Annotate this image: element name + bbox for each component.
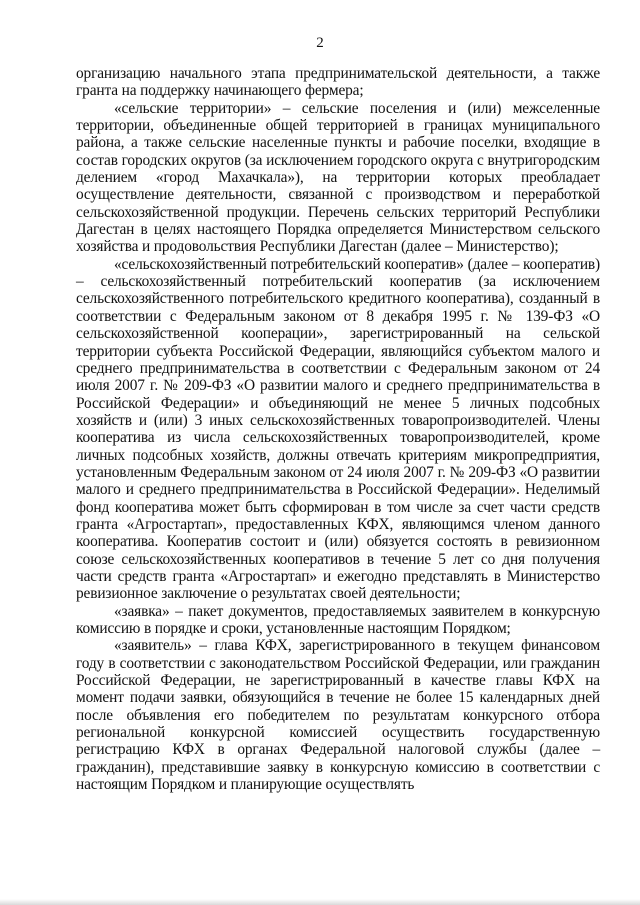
paragraph-rural-territories: «сельские территории» – сельские поселения и (или) межселенные территории, объединенные общей территорией в границах муниципального района, а также сельские населенные пункты и рабочие поселки, входящие в состав городских округов (за исключением городского округа с внутригородским делением «город Махачкала»), на территории которых преобладает осуществление деятельности, связанной с производством и переработкой сельскохозяйственной продукции. Перечень сельских территорий Республики Дагестан в целях настоящего Порядка определяется Министерством сельского хозяйства и продовольствия Республики Дагестан (далее – Министерство); [76, 99, 600, 256]
paragraph-continuation: организацию начального этапа предпринимательской деятельности, а также гранта на поддержку начинающего фермера; [76, 65, 600, 100]
document-body [76, 65, 600, 793]
paragraph-application: «заявка» – пакет документов, предоставляемых заявителем в конкурсную комиссию в порядке и сроки, установленные настоящим Порядком; [76, 602, 600, 637]
page-number: 2 [316, 35, 324, 51]
paragraph-applicant: «заявитель» – глава КФХ, зарегистрированного в текущем финансовом году в соответствии с законодательством Российской Федерации, или гражданин Российской Федерации, не зарегистрированный в качестве главы КФХ на момент подачи заявки, обязующийся в течение не более 15 календарных дней после объявления его победителем по результатам конкурсного отбора региональной конкурсной комиссией осуществить государственную регистрацию КФХ в органах Федеральной налоговой службы (далее – гражданин), представившие заявку в конкурсную комиссию в соответствии с настоящим Порядком и планирующие осуществлять [76, 637, 600, 794]
scan-edge [0, 899, 640, 905]
paragraph-cooperative: «сельскохозяйственный потребительский кооператив» (далее – кооператив) – сельскохозяйственный потребительский кооператив (за исключением сельскохозяйственного потребительского кредитного кооператива), созданный в соответствии с Федеральным законом от 8 декабря 1995 г. № 139-ФЗ «О сельскохозяйственной кооперации», зарегистрированный на сельской территории субъекта Российской Федерации, являющийся субъектом малого и среднего предпринимательства в соответствии с Федеральным законом от 24 июля 2007 г. № 209-ФЗ «О развитии малого и среднего предпринимательства в Российской Федерации» и объединяющий не менее 5 личных подсобных хозяйств и (или) 3 иных сельскохозяйственных товаропроизводителей. Члены кооператива из числа сельскохозяйственных товаропроизводителей, кроме личных подсобных хозяйств, должны отвечать критериям микропредприятия, установленным Федеральным законом от 24 июля 2007 г. № 209-ФЗ «О развитии малого и среднего предпринимательства в Российской Федерации». Неделимый фонд кооператива может быть сформирован в том числе за счет части средств гранта «Агростартап», предоставленных КФХ, являющимся членом данного кооператива. Кооператив состоит и (или) обязуется состоять в ревизионном союзе сельскохозяйственных кооперативов в течение 5 лет со дня получения части средств гранта «Агростартап» и ежегодно представлять в Министерство ревизионное заключение о результатах своей деятельности; [76, 255, 600, 603]
